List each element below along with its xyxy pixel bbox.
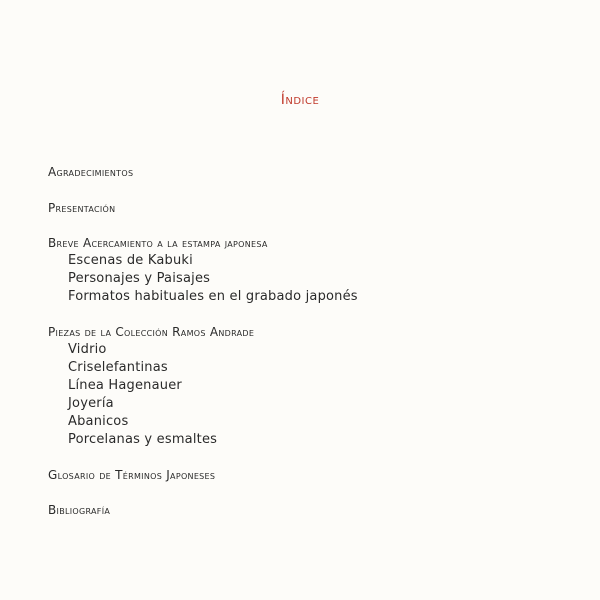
toc-section-bibliografia	[48, 501, 568, 519]
toc-section-estampa-japonesa	[48, 234, 568, 306]
toc-section-title: Agradecimientos	[48, 165, 134, 179]
toc-section-coleccion	[48, 323, 568, 449]
toc-item: Formatos habituales en el grabado japonés	[68, 289, 358, 304]
toc-item: Porcelanas y esmaltes	[68, 432, 218, 447]
toc-item: Personajes y Paisajes	[68, 271, 211, 286]
toc-item: Abanicos	[68, 414, 129, 429]
toc-item: Criselefantinas	[68, 360, 168, 375]
toc-section-title: Glosario de Términos Japoneses	[48, 468, 216, 482]
toc-section-title: Breve Acercamiento a la estampa japonesa	[48, 236, 268, 250]
toc-item: Línea Hagenauer	[68, 378, 182, 393]
toc-section-title: Piezas de la Colección Ramos Andrade	[48, 325, 255, 339]
toc-item-list	[48, 341, 568, 449]
table-of-contents	[48, 163, 568, 519]
toc-section-title: Bibliografía	[48, 503, 111, 517]
toc-item-list	[48, 252, 568, 306]
toc-section-title: Presentación	[48, 201, 116, 215]
toc-section-glosario	[48, 466, 568, 484]
toc-section-agradecimientos	[48, 163, 568, 181]
toc-item: Vidrio	[68, 342, 107, 357]
page-title: Índice	[280, 92, 320, 108]
toc-item: Joyería	[68, 396, 114, 411]
toc-section-presentacion	[48, 199, 568, 217]
toc-item: Escenas de Kabuki	[68, 253, 193, 268]
